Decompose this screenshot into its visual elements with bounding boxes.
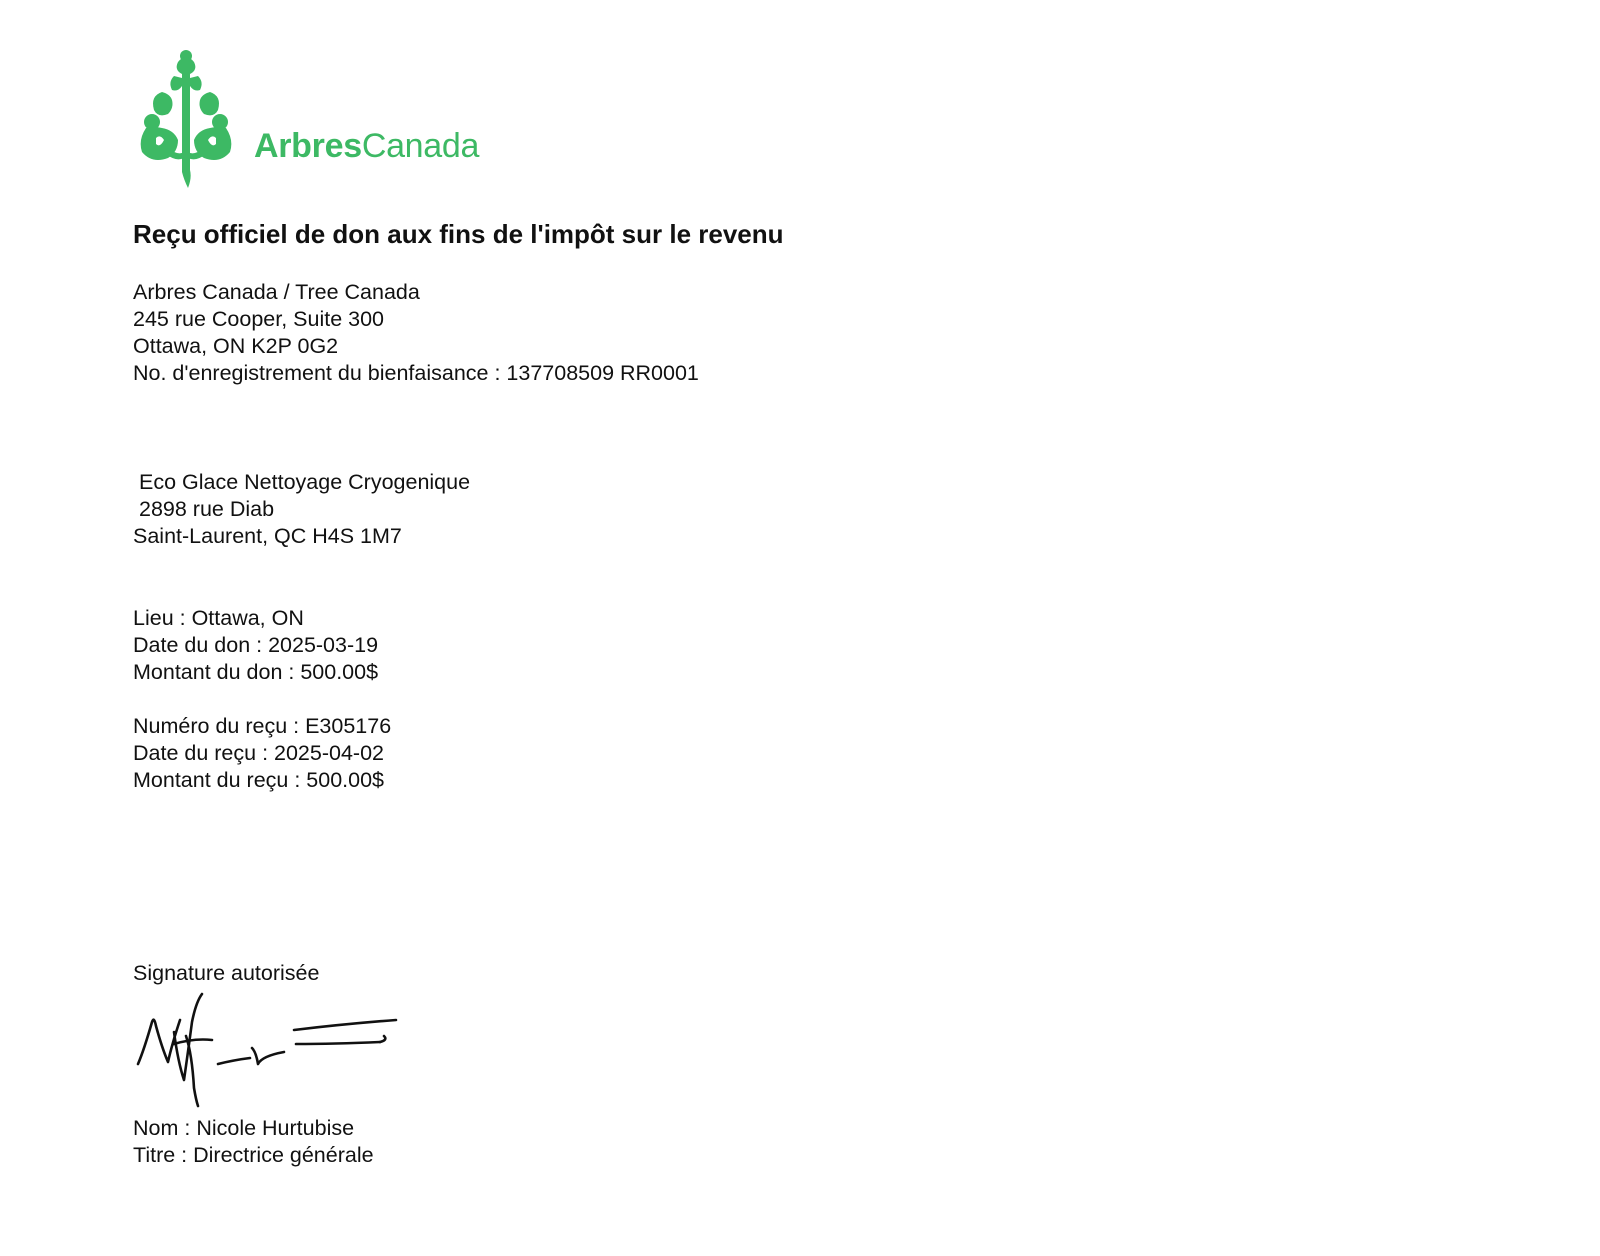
logo-brand-bold: Arbres bbox=[254, 127, 362, 165]
signature-label-block bbox=[133, 960, 319, 987]
issuer-block bbox=[133, 279, 699, 387]
receipt-date: Date du reçu : 2025-04-02 bbox=[133, 741, 384, 765]
issuer-registration: No. d'enregistrement du bienfaisance : 137708509 RR0001 bbox=[133, 361, 699, 385]
recipient-address-line2: Saint-Laurent, QC H4S 1M7 bbox=[133, 524, 402, 548]
signer-name: Nom : Nicole Hurtubise bbox=[133, 1116, 355, 1140]
handwritten-signature bbox=[134, 992, 404, 1110]
receipt-amount: Montant du reçu : 500.00$ bbox=[133, 768, 385, 792]
issuer-address-line2: Ottawa, ON K2P 0G2 bbox=[133, 334, 339, 358]
issuer-name: Arbres Canada / Tree Canada bbox=[133, 280, 420, 304]
donation-location: Lieu : Ottawa, ON bbox=[133, 606, 304, 630]
receipt-block bbox=[133, 713, 391, 794]
signature-label: Signature autorisée bbox=[133, 961, 320, 985]
receipt-number: Numéro du reçu : E305176 bbox=[133, 714, 392, 738]
signer-block bbox=[133, 1115, 374, 1169]
logo-brand-light: Canada bbox=[361, 127, 480, 165]
signer-title: Titre : Directrice générale bbox=[133, 1143, 374, 1167]
recipient-block bbox=[133, 469, 470, 550]
arbres-canada-logo bbox=[138, 48, 478, 190]
tree-icon bbox=[138, 48, 238, 190]
donation-block bbox=[133, 605, 378, 686]
donation-date: Date du don : 2025-03-19 bbox=[133, 633, 379, 657]
recipient-address-line1: 2898 rue Diab bbox=[139, 497, 275, 521]
receipt-title: Reçu officiel de don aux fins de l'impôt sur le revenu bbox=[133, 219, 784, 249]
issuer-address-line1: 245 rue Cooper, Suite 300 bbox=[133, 307, 385, 331]
logo-wordmark bbox=[254, 126, 479, 166]
donation-amount: Montant du don : 500.00$ bbox=[133, 660, 379, 684]
recipient-name: Eco Glace Nettoyage Cryogenique bbox=[139, 470, 471, 494]
